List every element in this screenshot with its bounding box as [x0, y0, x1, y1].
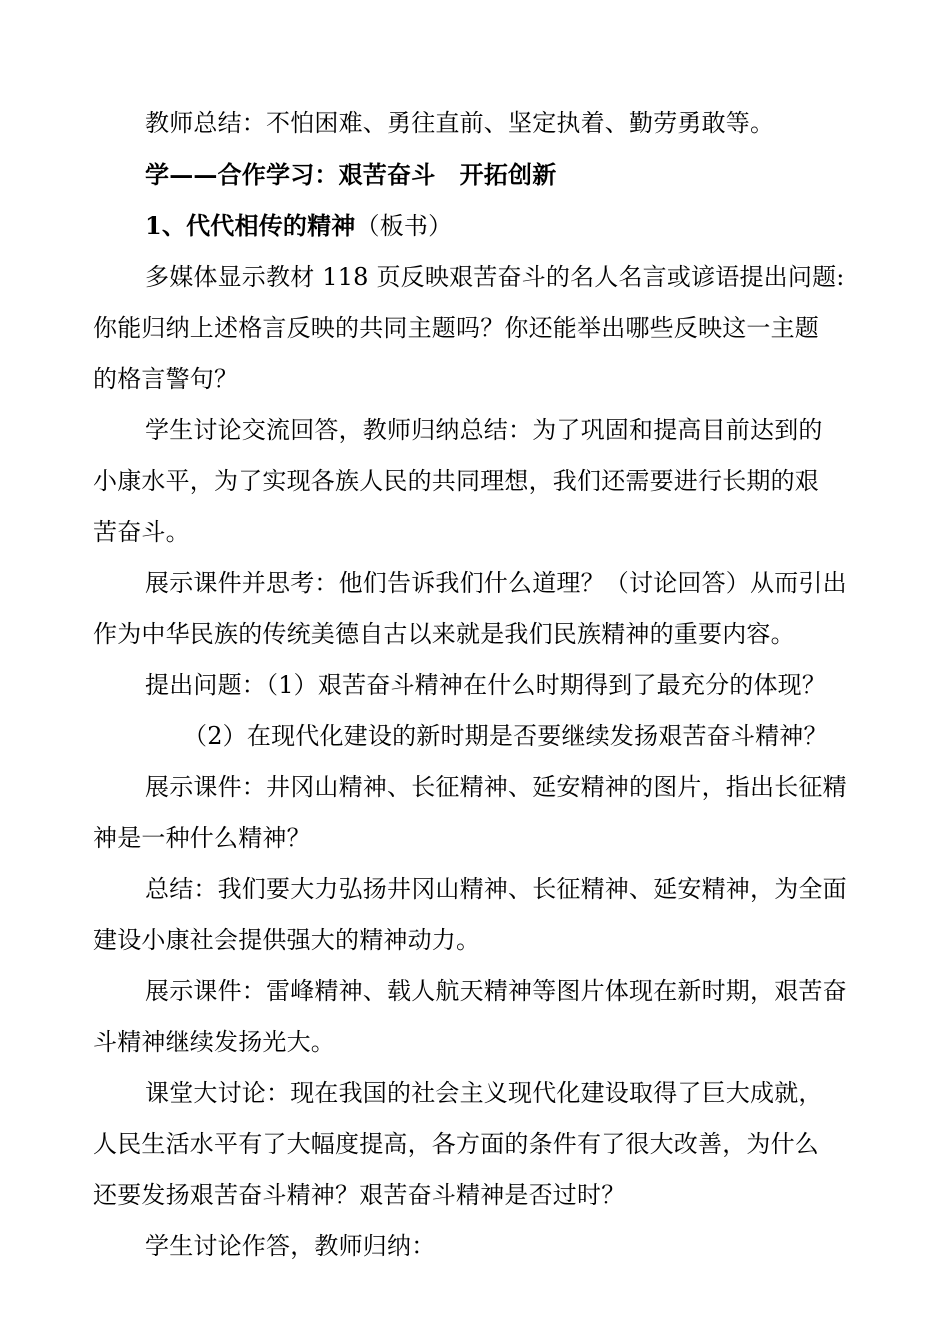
paragraph-line: 课堂大讨论：现在我国的社会主义现代化建设取得了巨大成就， [145, 1079, 823, 1107]
question-one: 提出问题：（1）艰苦奋斗精神在什么时期得到了最充分的体现？ [145, 671, 827, 699]
paragraph-line: 学生讨论作答，教师归纳： [145, 1232, 436, 1260]
paragraph-line: 人民生活水平有了大幅度提高，各方面的条件有了很大改善，为什么 [93, 1130, 819, 1158]
paragraph-line: 你能归纳上述格言反映的共同主题吗？你还能举出哪些反映这一主题 [93, 314, 819, 342]
subsection-note: （板书） [355, 212, 453, 240]
paragraph-line: 苦奋斗。 [93, 518, 190, 546]
paragraph-line: 还要发扬艰苦奋斗精神？艰苦奋斗精神是否过时？ [93, 1181, 626, 1209]
subsection-heading [145, 209, 863, 243]
paragraph-line: 建设小康社会提供强大的精神动力。 [93, 926, 481, 954]
paragraph-line: 神是一种什么精神？ [93, 824, 311, 852]
paragraph-line: 展示课件：雷峰精神、载人航天精神等图片体现在新时期，艰苦奋 [145, 977, 847, 1005]
paragraph-line: 斗精神继续发扬光大。 [93, 1028, 335, 1056]
paragraph-line: 小康水平，为了实现各族人民的共同理想，我们还需要进行长期的艰 [93, 467, 819, 495]
paragraph-line: 展示课件并思考：他们告诉我们什么道理？（讨论回答）从而引出 [145, 569, 847, 597]
paragraph-line: 多媒体显示教材 118 页反映艰苦奋斗的名人名言或谚语提出问题: [145, 263, 845, 291]
paragraph-line: 的格言警句？ [93, 365, 239, 393]
paragraph-line: 作为中华民族的传统美德自古以来就是我们民族精神的重要内容。 [93, 620, 795, 648]
subsection-title: 1、代代相传的精神 [145, 211, 356, 240]
paragraph-line: 总结：我们要大力弘扬井冈山精神、长征精神、延安精神，为全面 [145, 875, 847, 903]
paragraph-line: 展示课件：井冈山精神、长征精神、延安精神的图片，指出长征精 [145, 773, 847, 801]
paragraph-teacher-summary: 教师总结：不怕困难、勇往直前、坚定执着、勤劳勇敢等。 [145, 109, 775, 137]
question-two: （2）在现代化建设的新时期是否要继续发扬艰苦奋斗精神？ [183, 722, 828, 750]
paragraph-line: 学生讨论交流回答，教师归纳总结：为了巩固和提高目前达到的 [145, 416, 823, 444]
section-heading: 学——合作学习：艰苦奋斗 开拓创新 [145, 160, 557, 189]
